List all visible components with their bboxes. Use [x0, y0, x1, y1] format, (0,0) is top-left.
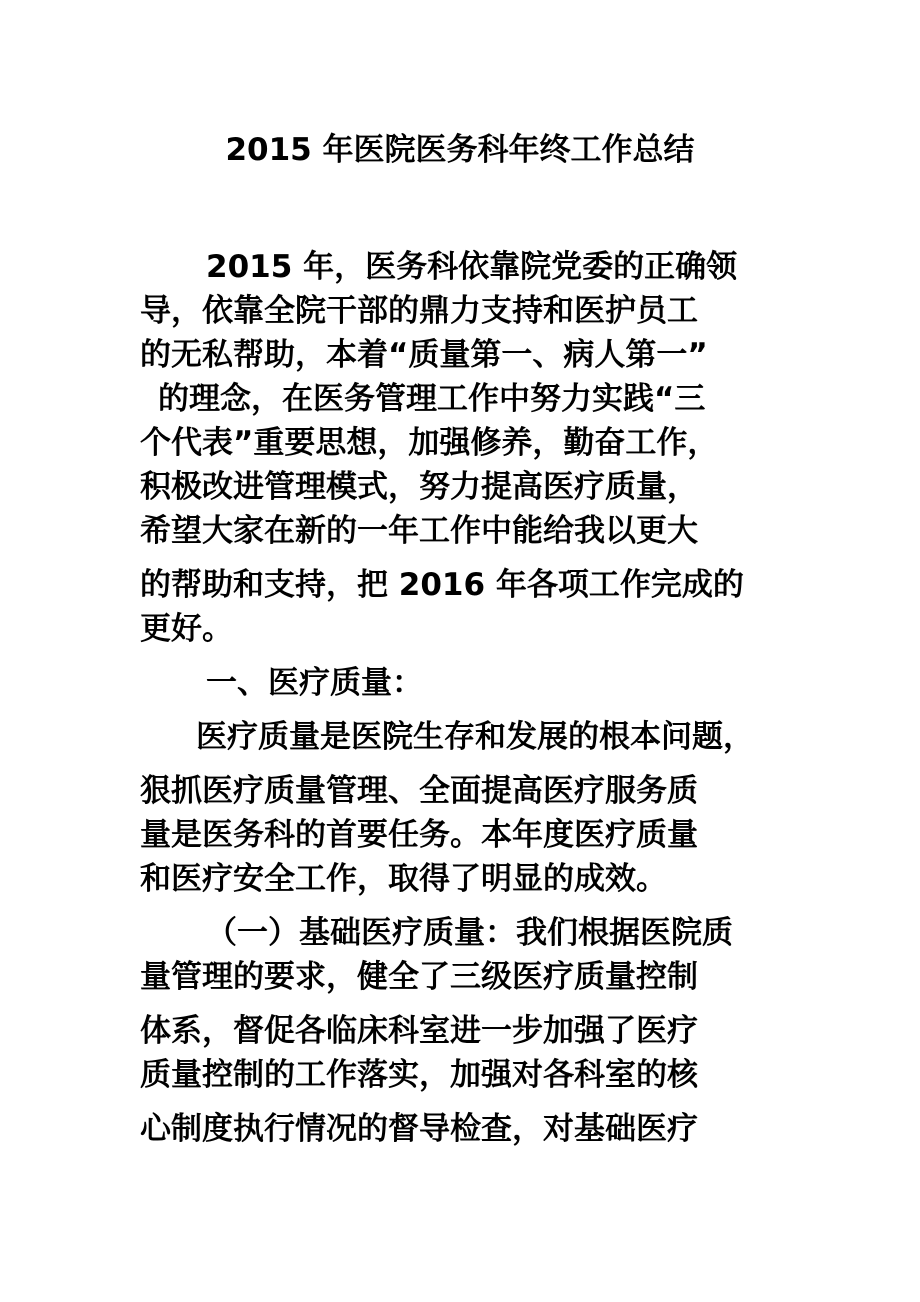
document-title: 2015 年医院医务科年终工作总结: [225, 132, 695, 168]
paragraph-line: 医疗质量是医院生存和发展的根本问题，: [196, 719, 754, 755]
paragraph-line: 狠抓医疗质量管理、全面提高医疗服务质: [140, 773, 698, 809]
paragraph-line: 和医疗安全工作，取得了明显的成效。: [140, 861, 667, 897]
paragraph-line: 积极改进管理模式，努力提高医疗质量，: [140, 469, 698, 505]
paragraph-line: 的帮助和支持，把 2016 年各项工作完成的: [140, 567, 744, 603]
paragraph-line: 心制度执行情况的督导检查，对基础医疗: [140, 1111, 698, 1147]
paragraph-line: 导，依靠全院干部的鼎力支持和医护员工: [140, 293, 698, 329]
paragraph-line: 的无私帮助，本着“质量第一、病人第一”: [140, 337, 708, 373]
paragraph-line: 的理念，在医务管理工作中努力实践“三: [158, 381, 706, 417]
paragraph-line: 个代表”重要思想，加强修养，勤奋工作，: [140, 425, 719, 461]
paragraph-line: 希望大家在新的一年工作中能给我以更大: [140, 513, 698, 549]
section-heading: 一、医疗质量：: [206, 665, 423, 701]
paragraph-line: 体系，督促各临床科室进一步加强了医疗: [140, 1013, 698, 1049]
paragraph-line: 质量控制的工作落实，加强对各科室的核: [140, 1057, 698, 1093]
paragraph-line: 2015 年，医务科依靠院党委的正确领: [206, 249, 738, 285]
paragraph-line: 更好。: [140, 611, 233, 647]
paragraph-line: 量是医务科的首要任务。本年度医疗质量: [140, 817, 698, 853]
paragraph-line: 量管理的要求，健全了三级医疗质量控制: [140, 959, 698, 995]
paragraph-line: （一）基础医疗质量：我们根据医院质: [206, 915, 733, 951]
